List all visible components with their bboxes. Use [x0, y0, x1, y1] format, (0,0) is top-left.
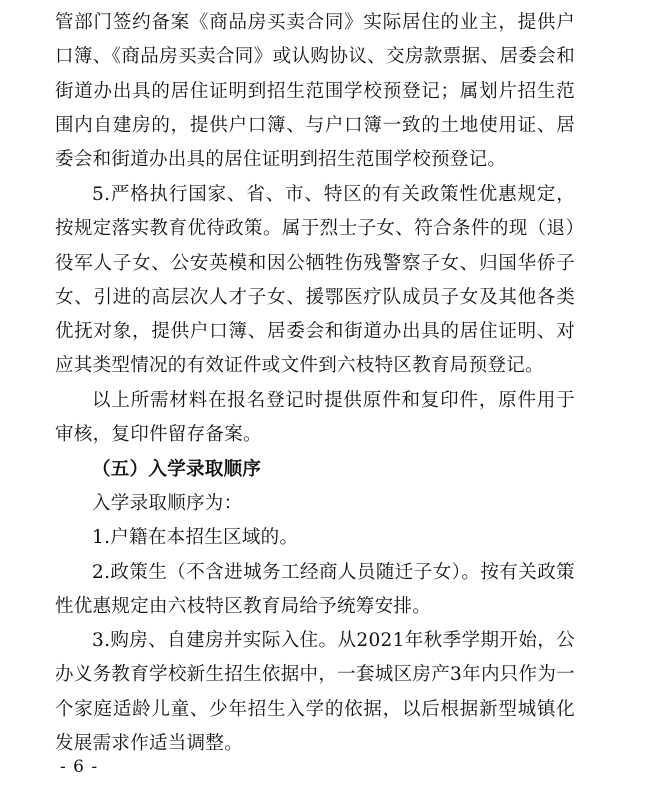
section-heading-admission-order: （五）入学录取顺序 — [92, 459, 262, 480]
list-item-2: 2.政策生（不含进城务工经商人员随迁子女）。按有关政策性优惠规定由六枝特区教育局给予统筹安排。 — [55, 562, 575, 618]
list-item-3: 3.购房、自建房并实际入住。从2021年秋季学期开始，公办义务教育学校新生招生依据中，一套城区房产3年内只作为一个家庭适龄儿童、少年招生入学的依据，以后根据新型城镇化发展需求作适当调整。 — [55, 630, 575, 754]
page-number: - 6 - — [60, 757, 99, 777]
list-item-1: 1.户籍在本招生区域的。 — [92, 527, 299, 548]
paragraph-materials: 以上所需材料在报名登记时提供原件和复印件，原件用于审核，复印件留存备案。 — [55, 390, 575, 446]
paragraph-residence-proof: 管部门签约备案《商品房买卖合同》实际居住的业主，提供户口簿、《商品房买卖合同》或认购协议、交房款票据、居委会和街道办出具的居住证明到招生范围学校预登记；属划片招生范围内自建房的，提供户口簿、与户口簿一致的土地使用证、居委会和街道办出具的居住证明到招生范围学校预登记。 — [55, 12, 575, 171]
paragraph-admission-order-intro: 入学录取顺序为： — [92, 493, 243, 514]
paragraph-preferential-policy: 5.严格执行国家、省、市、特区的有关政策性优惠规定，按规定落实教育优待政策。属于烈士子女、符合条件的现（退）役军人子女、公安英模和因公牺牲伤残警察子女、归国华侨子女、引进的高层次人才子女、援鄂医疗队成员子女及其他各类优抚对象，提供户口簿、居委会和街道办出具的居住证明、对应其类型情况的有效证件或文件到六枝特区教育局预登记。 — [55, 184, 575, 377]
